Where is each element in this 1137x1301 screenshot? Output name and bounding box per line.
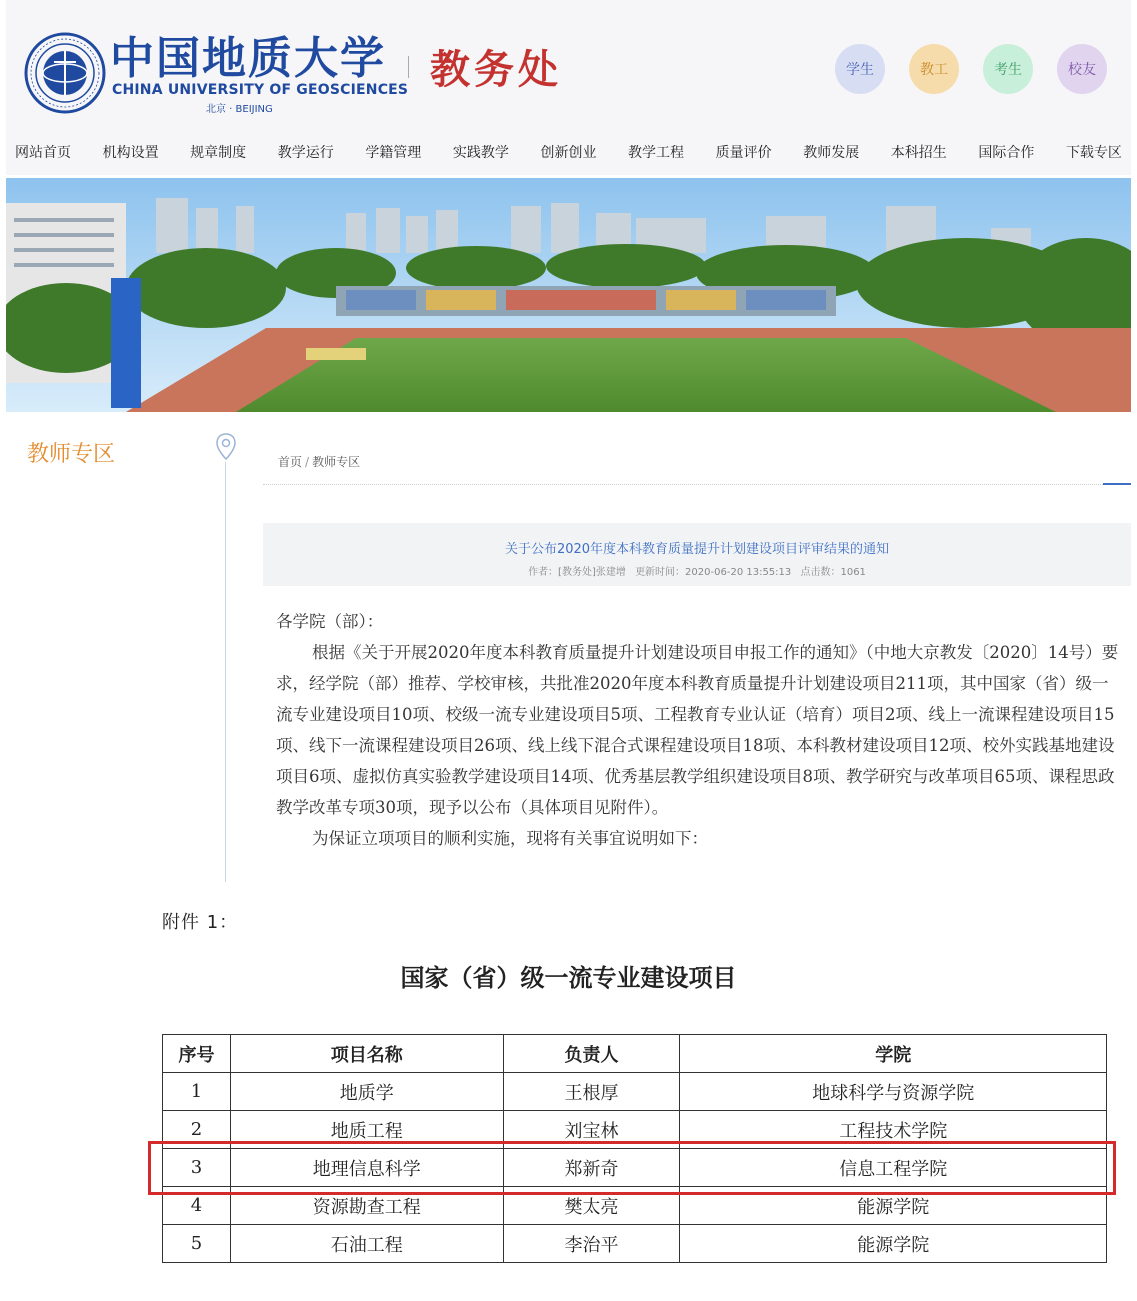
article-updated: 更新时间：2020-06-20 13:55:13 xyxy=(635,567,792,578)
article-meta xyxy=(263,563,1131,578)
cell-project-name: 石油工程 xyxy=(230,1225,503,1263)
cell-leader: 樊太亮 xyxy=(503,1187,680,1225)
cell-leader: 郑新奇 xyxy=(503,1149,680,1187)
breadcrumb-current[interactable]: 教师专区 xyxy=(312,455,361,469)
table-title: 国家（省）级一流专业建设项目 xyxy=(400,963,737,992)
shortcut-alumni-button[interactable]: 校友 xyxy=(1057,44,1107,94)
breadcrumb-separator: / xyxy=(305,455,310,469)
article-paragraph: 为保证立项项目的顺利实施，现将有关事宜说明如下： xyxy=(312,829,708,848)
table-row xyxy=(163,1073,1107,1111)
cell-index: 3 xyxy=(163,1149,231,1187)
article-header xyxy=(263,523,1131,586)
shortcut-staff-button[interactable]: 教工 xyxy=(909,44,959,94)
nav-item-innovation[interactable]: 创新创业 xyxy=(540,145,597,161)
article-body xyxy=(276,606,1122,854)
cell-college: 地球科学与资源学院 xyxy=(680,1073,1107,1111)
university-name-cn[interactable]: 中国地质大学 xyxy=(110,33,386,84)
header-college: 学院 xyxy=(680,1035,1107,1073)
breadcrumb-divider xyxy=(263,484,1103,485)
cell-index: 2 xyxy=(163,1111,231,1149)
sidebar-title[interactable]: 教师专区 xyxy=(27,442,116,467)
cell-index: 4 xyxy=(163,1187,231,1225)
breadcrumb-home-link[interactable]: 首页 xyxy=(278,455,303,469)
cell-college: 信息工程学院 xyxy=(680,1149,1107,1187)
nav-item-student-status[interactable]: 学籍管理 xyxy=(365,145,422,161)
nav-item-quality[interactable]: 质量评价 xyxy=(715,145,772,161)
table-header-row xyxy=(163,1035,1107,1073)
header-project-name: 项目名称 xyxy=(230,1035,503,1073)
article-clicks: 点击数：1061 xyxy=(800,567,866,578)
breadcrumb xyxy=(278,453,360,470)
cell-project-name: 地质工程 xyxy=(230,1111,503,1149)
cell-leader: 王根厚 xyxy=(503,1073,680,1111)
sidebar-divider xyxy=(225,462,226,882)
cell-project-name: 地质学 xyxy=(230,1073,503,1111)
logo-divider xyxy=(408,56,409,78)
site-header xyxy=(6,0,1131,175)
cell-college: 工程技术学院 xyxy=(680,1111,1107,1149)
nav-item-regulations[interactable]: 规章制度 xyxy=(190,145,247,161)
cell-college: 能源学院 xyxy=(680,1225,1107,1263)
nav-item-organization[interactable]: 机构设置 xyxy=(102,145,159,161)
article-paragraph: 根据《关于开展2020年度本科教育质量提升计划建设项目申报工作的通知》（中地大京教发〔2020〕14号）要求，经学院（部）推荐、学校审核，共批准2020年度本科教育质量提升计划建设项目211项，其中国家（省）级一流专业建设项目10项、校级一流专业建设项目5项、工程教育专业认证（培育）项目2项、线上一流课程建设项目15项、线下一流课程建设项目26项、线上线下混合式课程建设项目18项、本科教材建设项目12项、校外实践基地建设项目6项、虚拟仿真实验教学建设项目14项、优秀基层教学组织建设项目8项、教学研究与改革项目65项、课程思政教学改革专项30项，现予以公布（具体项目见附件）。 xyxy=(276,643,1119,817)
shortcut-applicant-button[interactable]: 考生 xyxy=(983,44,1033,94)
nav-item-downloads[interactable]: 下载专区 xyxy=(1065,145,1122,161)
article-greeting: 各学院（部）： xyxy=(276,612,384,631)
main-nav xyxy=(6,142,1131,170)
page-cutoff xyxy=(0,1266,1137,1301)
cell-college: 能源学院 xyxy=(680,1187,1107,1225)
nav-item-teaching-operations[interactable]: 教学运行 xyxy=(277,145,334,161)
nav-item-teaching-projects[interactable]: 教学工程 xyxy=(628,145,685,161)
header-index: 序号 xyxy=(163,1035,231,1073)
header-leader: 负责人 xyxy=(503,1035,680,1073)
breadcrumb-accent-line xyxy=(1103,483,1131,485)
campus-banner-image xyxy=(6,178,1131,412)
cell-leader: 李治平 xyxy=(503,1225,680,1263)
cell-leader: 刘宝林 xyxy=(503,1111,680,1149)
nav-item-home[interactable]: 网站首页 xyxy=(15,145,71,161)
table-row xyxy=(163,1225,1107,1263)
cell-project-name: 地理信息科学 xyxy=(230,1149,503,1187)
university-city: 北京 · BEIJING xyxy=(206,104,273,115)
nav-item-faculty[interactable]: 教师发展 xyxy=(803,145,860,161)
cell-index: 1 xyxy=(163,1073,231,1111)
nav-item-international[interactable]: 国际合作 xyxy=(978,145,1035,161)
nav-item-practice[interactable]: 实践教学 xyxy=(452,145,509,161)
article-title: 关于公布2020年度本科教育质量提升计划建设项目评审结果的通知 xyxy=(504,542,890,557)
location-pin-icon xyxy=(214,432,238,462)
highlight-box xyxy=(148,1141,1116,1195)
university-seal-icon[interactable] xyxy=(24,32,106,114)
university-name-en: CHINA UNIVERSITY OF GEOSCIENCES xyxy=(112,82,409,98)
attachment-label: 附件 1： xyxy=(162,912,239,933)
nav-item-admissions[interactable]: 本科招生 xyxy=(890,145,947,161)
cell-project-name: 资源勘查工程 xyxy=(230,1187,503,1225)
shortcut-student-button[interactable]: 学生 xyxy=(835,44,885,94)
office-name[interactable]: 教务处 xyxy=(430,46,562,93)
cell-index: 5 xyxy=(163,1225,231,1263)
article-author: 作者：[教务处]张建增 xyxy=(528,567,626,578)
